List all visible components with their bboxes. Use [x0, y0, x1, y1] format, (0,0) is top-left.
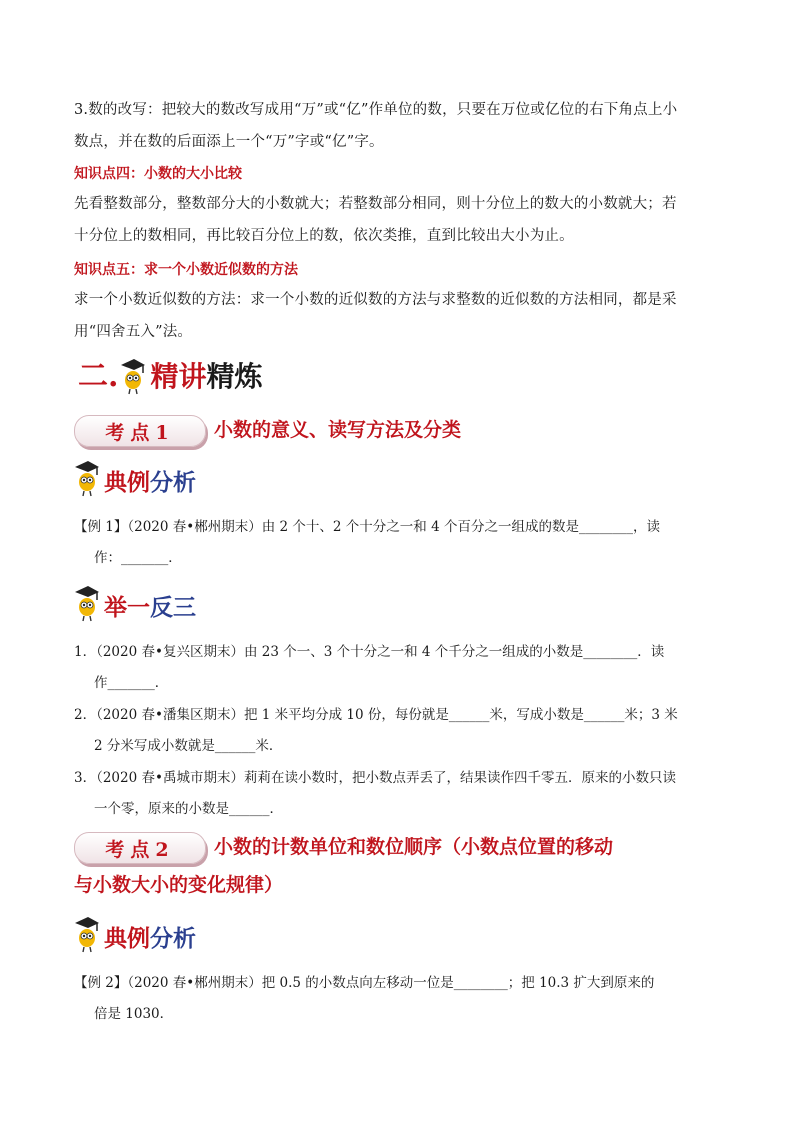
text-line: 求一个小数近似数的方法：求一个小数的近似数的方法与求整数的近似数的方法相同，都是采	[74, 292, 677, 308]
section-number: 二.	[78, 359, 119, 394]
question-3	[74, 763, 726, 825]
section-title-red: 精讲	[150, 360, 207, 393]
text-line: 3.数的改写：把较大的数改写成用“万”或“亿”作单位的数，只要在万位或亿位的右下角点上小	[74, 102, 678, 118]
question-2	[74, 700, 726, 762]
text-line: 倍是 1030．	[94, 1006, 174, 1022]
graduation-owl-icon	[72, 914, 100, 954]
paragraph-approximation	[74, 284, 726, 348]
section-title-black: 精炼	[206, 360, 263, 393]
example-2	[74, 968, 726, 1030]
graduation-owl-icon	[72, 458, 100, 498]
example-analysis-heading	[72, 458, 196, 498]
exam-point-2-title-line1: 小数的计数单位和数位顺序（小数点位置的移动	[214, 836, 614, 858]
text-line: 【例 1】（2020 春•郴州期末）由 2 个十、2 个十分之一和 4 个百分之一组成的数是________，读	[74, 519, 660, 535]
text-line: 作：_______．	[94, 550, 182, 566]
heading-red-part: 典例	[104, 469, 150, 496]
exam-point-1-title: 小数的意义、读写方法及分类	[214, 419, 462, 441]
text-line: 用“四舍五入”法。	[74, 324, 193, 340]
text-line: 数点，并在数的后面添上一个“万”字或“亿”字。	[74, 134, 384, 150]
exam-point-1-badge: 考点1	[74, 415, 206, 447]
heading-red-part: 举一	[104, 594, 150, 621]
text-line: 作_______．	[94, 675, 169, 691]
text-line: 2．（2020 春•潘集区期末）把 1 米平均分成 10 份，每份就是______米，写成小数是______米；3 米	[74, 707, 678, 723]
heading-blue-part: 分析	[150, 469, 196, 496]
text-line: 3．（2020 春•禹城市期末）莉莉在读小数时，把小数点弄丢了，结果读作四千零五．原来的小数只读	[74, 770, 676, 786]
text-line: 【例 2】（2020 春•郴州期末）把 0.5 的小数点向左移动一位是________；把 10.3 扩大到原来的	[74, 975, 655, 991]
practice-heading	[72, 583, 196, 623]
knowledge-point-4-title: 知识点四：小数的大小比较	[74, 166, 242, 182]
heading-red-part: 典例	[104, 925, 150, 952]
question-1	[74, 637, 726, 699]
exam-point-2-title-line2: 与小数大小的变化规律）	[74, 874, 284, 896]
heading-blue-part: 分析	[150, 925, 196, 952]
section-title	[78, 352, 262, 396]
heading-blue-part: 反三	[150, 594, 196, 621]
example-1	[74, 512, 726, 574]
graduation-owl-icon	[72, 583, 100, 623]
graduation-owl-icon	[118, 356, 146, 396]
paragraph-rewrite-numbers	[74, 94, 726, 158]
knowledge-point-5-title: 知识点五：求一个小数近似数的方法	[74, 262, 298, 278]
text-line: 十分位上的数相同，再比较百分位上的数，依次类推，直到比较出大小为止。	[74, 228, 574, 244]
example-analysis-heading-2	[72, 914, 196, 954]
text-line: 一个零，原来的小数是______．	[94, 801, 283, 817]
exam-point-2-badge: 考点2	[74, 832, 206, 864]
text-line: 1．（2020 春•复兴区期末）由 23 个一、3 个十分之一和 4 个千分之一组成的小数是________．读	[74, 644, 665, 660]
paragraph-compare-decimals	[74, 188, 726, 252]
text-line: 先看整数部分，整数部分大的小数就大；若整数部分相同，则十分位上的数大的小数就大；若	[74, 196, 677, 212]
text-line: 2 分米写成小数就是______米．	[94, 738, 283, 754]
